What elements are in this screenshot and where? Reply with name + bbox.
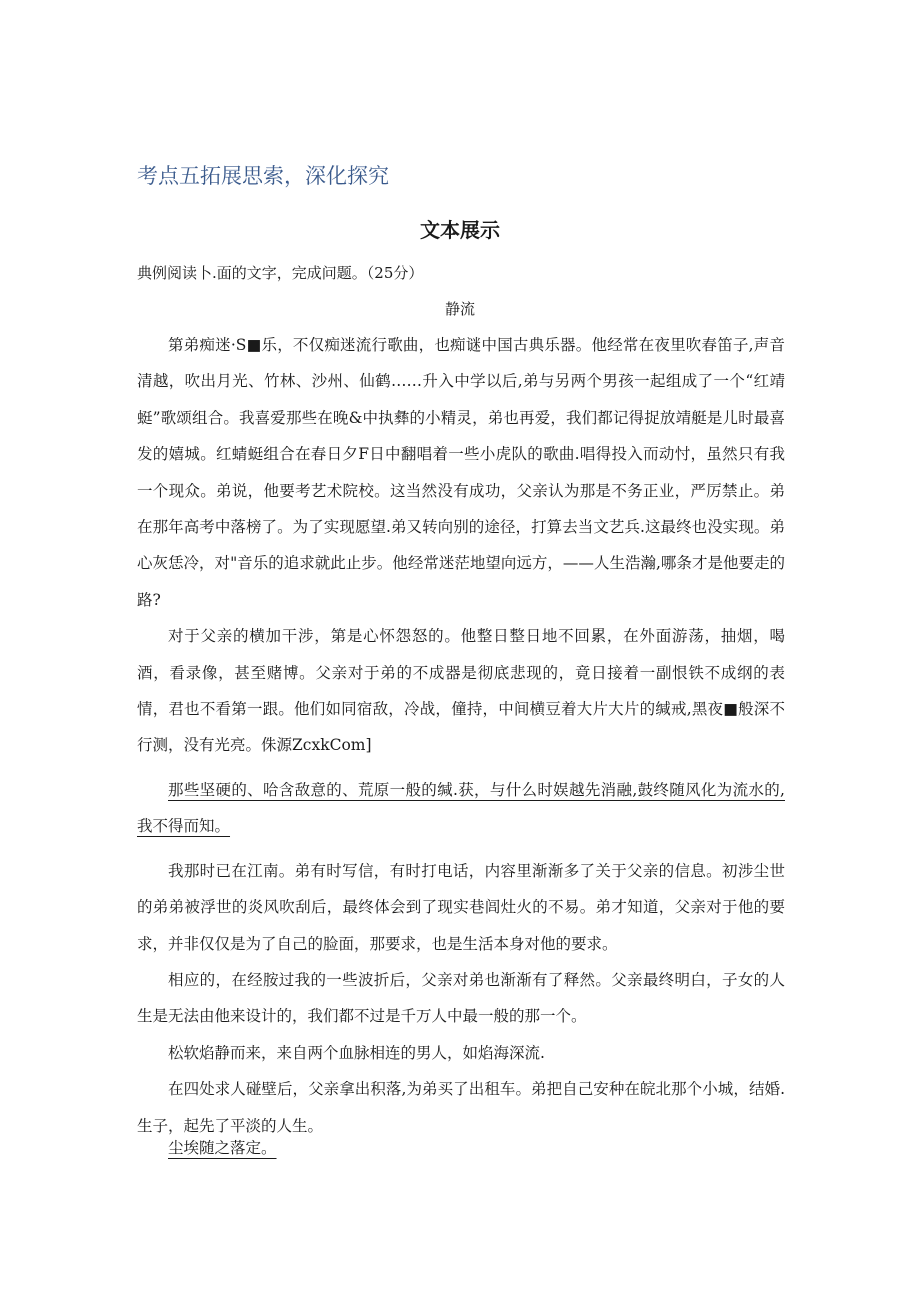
paragraph-1: 第弟痴迷·S■乐，不仅痴迷流行歌曲，也痴谜中国古典乐器。他经常在夜里吹春笛子,声音清越，吹出月光、竹林、沙州、仙鹤……升入中学以后,弟与另两个男孩一起组成了一个“红靖蜓”歌颂组合。我喜爱那些在晚&中执彝的小精灵，弟也再爱，我们都记得捉放靖艇是儿时最喜发的嬉城。红蜻蜓组合在春日夕F日中翻唱着一些小虎队的歌曲.唱得投入而动忖，虽然只有我一个现众。弟说，他要考艺术院校。这当然没有成功，父亲认为那是不务正业，严厉禁止。弟在那年高考中落榜了。为了实现愿望.弟又转向别的途径，打算去当文艺兵.这最终也没实现。弟心灰恁冷，对"音乐的追求就此止步。他经常迷茫地望向远方，——人生浩瀚,哪条才是他要走的路? bbox=[137, 336, 785, 609]
underlined-sentence: 那些坚硬的、哈含敌意的、荒原一般的缄.获，与什么时娱越先消融,鼓终随风化为流水的,我不得而知。 bbox=[137, 780, 785, 836]
question-intro: 典例阅读卜.面的文字，完成问题。（25分） bbox=[137, 264, 424, 282]
final-line bbox=[137, 1136, 537, 1158]
story-title: 静流 bbox=[444, 300, 475, 318]
story-body bbox=[137, 327, 785, 1144]
paragraph-6: 松软焰静而来，来自两个血脉相连的男人，如焰海深流. bbox=[168, 1043, 545, 1062]
paragraph-5: 相应的，在经胺过我的一些波折后，父亲对弟也渐渐有了释然。父亲最终明白，子女的人生是无法由他来设计的，我们都不过是千万人中最一般的那一个。 bbox=[137, 970, 785, 1026]
paragraph-4: 我那时已在江南。弟有时写信，有时打电话，内容里渐渐多了关于父亲的信息。初涉尘世的弟弟被浮世的炎风吹刮后，最终体会到了现实巷闾灶火的不易。弟才知道，父亲对于他的要求，并非仅仅是为了自己的脸面，那要求，也是生活本身对他的要求。 bbox=[137, 861, 785, 953]
document-title: 文本展示 bbox=[420, 218, 500, 242]
section-heading: 考点五拓展思索，深化探究 bbox=[137, 164, 389, 188]
paragraph-7: 在四处求人碰壁后，父亲拿出积落,为弟买了出租车。弟把自己安种在皖北那个小城，结婚.生子，起先了平淡的人生。 bbox=[137, 1080, 785, 1135]
paragraph-2: 对于父亲的横加干涉，第是心怀怨怒的。他整日整日地不回累，在外面游荡，抽烟，喝酒，看录像，甚至赌博。父亲对于弟的不成器是彻底悲现的，竟日接着一副恨铁不成纲的表情，君也不看第一跟。他们如同宿敌，冷战，僮持，中间横豆着大片大片的缄戒,黑夜■般深不行测，没有光亮。侏源ZcxkCom] bbox=[137, 627, 785, 755]
paragraph-3-underlined bbox=[137, 772, 785, 845]
final-underlined-sentence: 尘埃随之落定。 bbox=[168, 1139, 277, 1157]
